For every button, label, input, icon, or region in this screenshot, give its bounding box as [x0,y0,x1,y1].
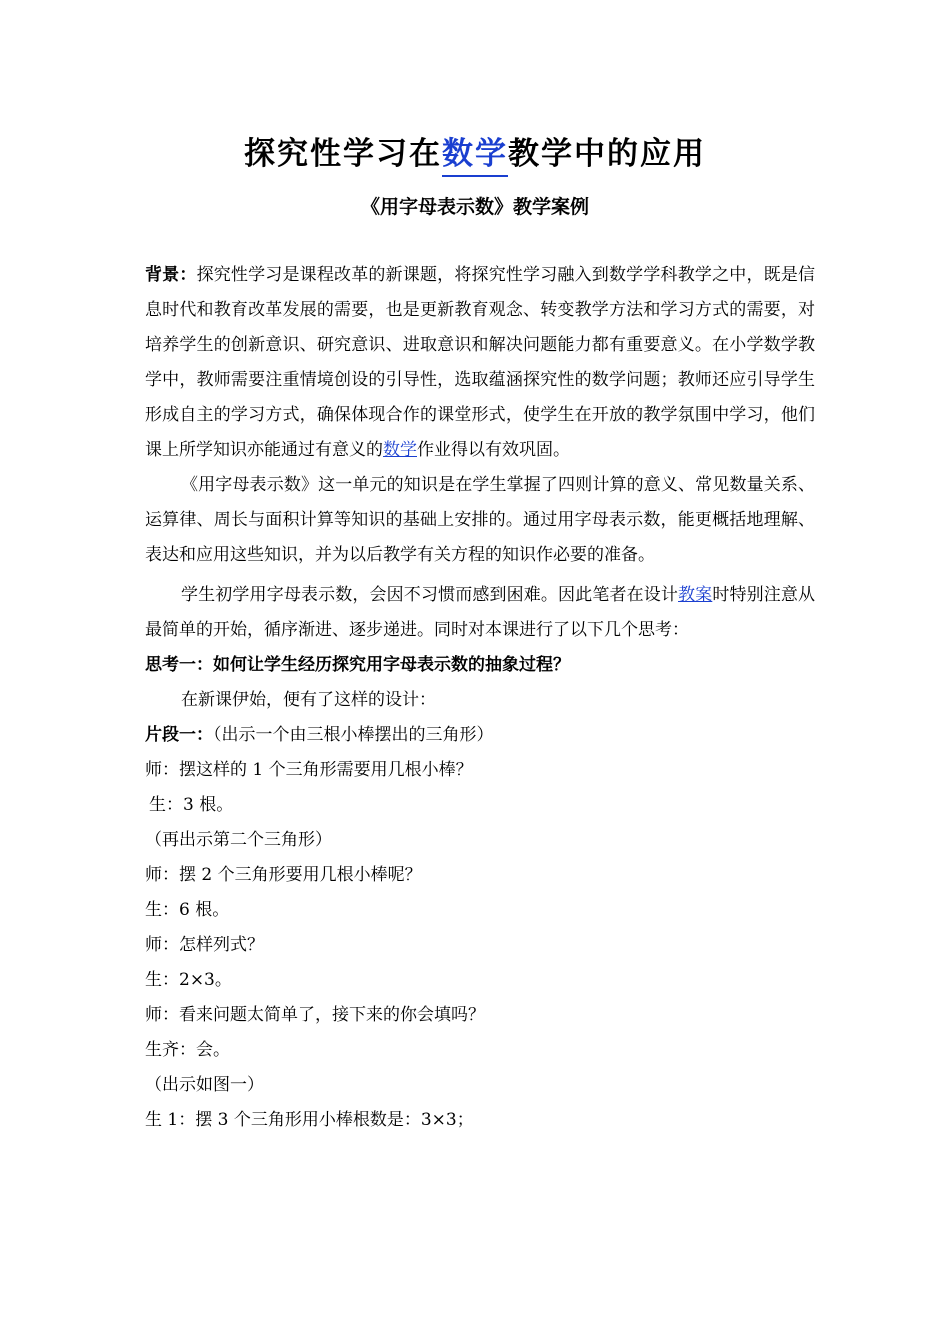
segment-one-label: 片段一： [145,725,213,745]
document-title [0,128,950,173]
dialogue-line: 生齐：会。 [145,1040,230,1060]
dialogue-line: （再出示第二个三角形） [145,830,332,850]
dialogue-line: （出示如图一） [145,1075,264,1095]
document-body [145,258,815,1138]
lesson-plan-link[interactable]: 教案 [678,585,713,605]
unit-intro-paragraph: 《用字母表示数》这一单元的知识是在学生掌握了四则计算的意义、常见数量关系、运算律、周长与面积计算等知识的基础上安排的。通过用字母表示数，能更概括地理解、表达和应用这些知识，并为以后教学有关方程的知识作必要的准备。 [145,475,815,565]
dialogue-line: 师：怎样列式？ [145,935,264,955]
math-link[interactable]: 数学 [383,440,417,460]
intro-line: 在新课伊始，便有了这样的设计： [181,690,436,710]
title-after: 教学中的应用 [508,136,706,172]
title-before: 探究性学习在 [244,136,442,172]
design-paragraph [145,578,815,648]
segment-one-line [145,718,815,753]
dialogue-line: 师：摆这样的 1 个三角形需要用几根小棒？ [145,760,473,780]
background-paragraph [145,258,815,468]
dialogue-line: 生 1：摆 3 个三角形用小棒根数是：3×3； [145,1110,474,1130]
dialogue-line: 师：摆 2 个三角形要用几根小棒呢？ [145,865,422,885]
dialogue-line: 生：3 根。 [149,795,234,815]
dialogue-line: 生：2×3。 [145,970,232,990]
background-text-b: 作业得以有效巩固。 [417,440,570,460]
design-text-b: 时特别注意从最简单的开始，循序渐进、逐步递进。同时对本课进行了以下几个思考： [145,585,816,640]
title-keyword: 数学 [442,136,508,177]
background-label: 背景： [145,265,197,285]
design-text-a: 学生初学用字母表示数，会因不习惯而感到困难。因此笔者在设计 [181,585,679,605]
document-subtitle: 《用字母表示数》教学案例 [360,196,589,218]
dialogue-line: 师：看来问题太简单了，接下来的你会填吗？ [145,1005,485,1025]
think-one-heading: 思考一：如何让学生经历探究用字母表示数的抽象过程？ [145,655,570,675]
dialogue-line: 生：6 根。 [145,900,230,920]
segment-one-text: （出示一个由三根小棒摆出的三角形） [213,725,494,745]
background-text-a: 探究性学习是课程改革的新课题，将探究性学习融入到数学学科教学之中，既是信息时代和教育改革发展的需要，也是更新教育观念、转变教学方法和学习方式的需要，对培养学生的创新意识、研究意识、进取意识和解决问题能力都有重要意义。在小学数学教学中，教师需要注重情境创设的引导性，选取蕴涵探究性的数学问题；教师还应引导学生形成自主的学习方式，确保体现合作的课堂形式，使学生在开放的教学氛围中学习，他们课上所学知识亦能通过有意义的 [145,265,816,460]
